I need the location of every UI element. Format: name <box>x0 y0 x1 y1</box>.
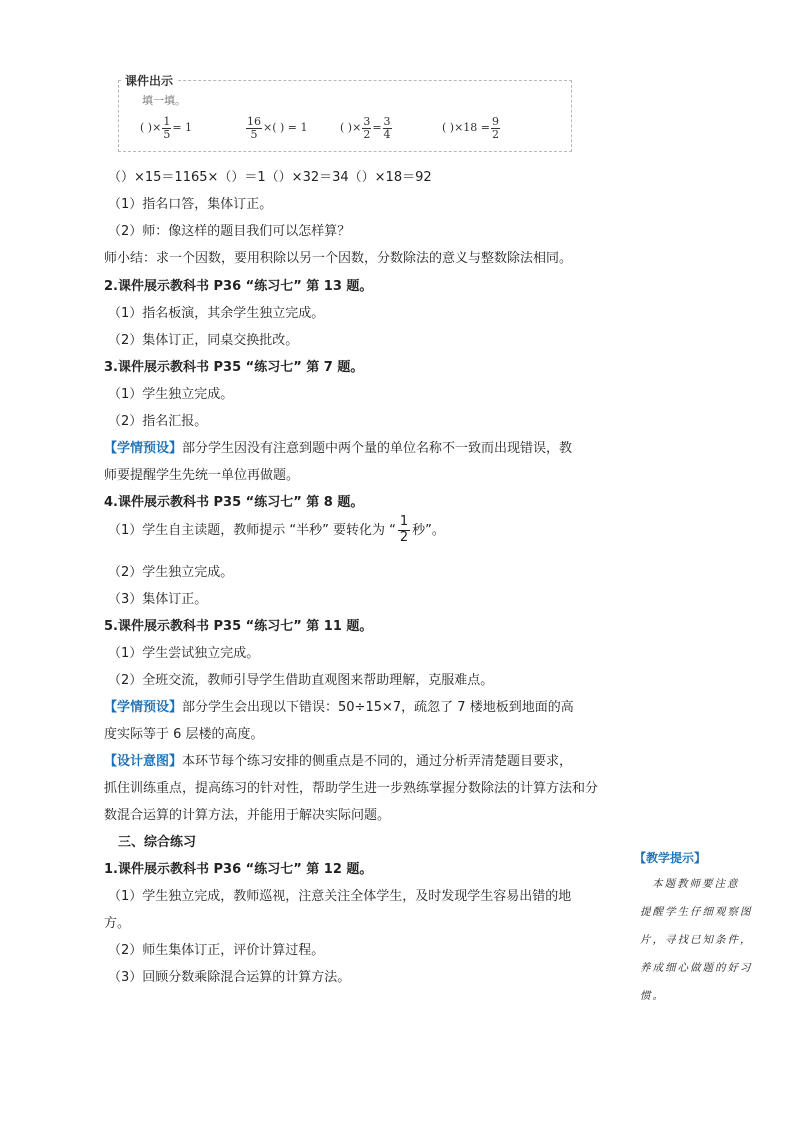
learning-preset-tag: 【学情预设】 <box>104 441 183 456</box>
step-line: （2）师生集体订正，评价计算过程。 <box>108 943 325 958</box>
step-line: （1）指名板演，其余学生独立完成。 <box>108 306 325 321</box>
fraction: $\frac{16}{5}$ <box>247 115 261 141</box>
teaching-tip-line: 片，寻找已知条件， <box>640 934 753 946</box>
teaching-tip-line: 养成细心做题的好习 <box>640 962 753 974</box>
equation-1: ( )× $\frac{1}{5}$ = 1 <box>140 115 193 141</box>
equation-4: ( )×18 = $\frac{9}{2}$ <box>442 115 500 141</box>
courseware-box-tag: 课件出示 <box>122 72 176 89</box>
section-heading: 2.课件展示教科书 P36 “练习七” 第 13 题。 <box>104 279 373 294</box>
step-line: （1）学生独立完成，教师巡视，注意关注全体学生，及时发现学生容易出错的地 <box>108 889 572 904</box>
step-line: （3）回顾分数乘除混合运算的计算方法。 <box>108 970 351 985</box>
paragraph-line: 师要提醒学生先统一单位再做题。 <box>104 468 300 483</box>
chapter-heading: 三、综合练习 <box>118 835 197 850</box>
step-line: （1）指名口答，集体订正。 <box>108 197 273 212</box>
learning-preset-paragraph: 【学情预设】部分学生因没有注意到题中两个量的单位名称不一致而出现错误，教 <box>104 441 573 456</box>
step-line: （2）师：像这样的题目我们可以怎样算？ <box>108 224 351 239</box>
equation-2: $\frac{16}{5}$ ×( ) = 1 <box>247 115 308 141</box>
paragraph-line: 度实际等于 6 层楼的高度。 <box>104 727 264 742</box>
step-line: （2）全班交流，教师引导学生借助直观图来帮助理解，克服难点。 <box>108 673 494 688</box>
teaching-tip-line: 本题教师要注意 <box>652 878 740 890</box>
fraction: $\frac{3}{4}$ <box>383 115 391 141</box>
section-heading: 1.课件展示教科书 P36 “练习七” 第 12 题。 <box>104 862 373 877</box>
design-intent-tag: 【设计意图】 <box>104 754 183 769</box>
fraction: $\frac{9}{2}$ <box>492 115 500 141</box>
summary-line: 师小结：求一个因数，要用积除以另一个因数，分数除法的意义与整数除法相同。 <box>104 251 573 266</box>
equation-text-line: （）×15＝1165×（）＝1（）×32＝34（）×18＝92 <box>108 170 432 185</box>
fraction-half: $\frac{1}{2}$ <box>399 514 409 545</box>
step-line: （2）集体订正，同桌交换批改。 <box>108 333 299 348</box>
teaching-tip-line: 提醒学生仔细观察图 <box>640 906 753 918</box>
teaching-tip-line: 惯。 <box>640 990 665 1002</box>
equation-3: ( )× $\frac{3}{2}$ = $\frac{3}{4}$ <box>340 115 391 141</box>
learning-preset-tag: 【学情预设】 <box>104 700 183 715</box>
fill-instruction: 填一填。 <box>142 94 186 107</box>
step-line: （1）学生独立完成。 <box>108 387 234 402</box>
section-heading: 4.课件展示教科书 P35 “练习七” 第 8 题。 <box>104 495 364 510</box>
step-line-with-fraction: （1）学生自主读题，教师提示 “半秒” 要转化为 “ $\frac{1}{2}$ 秒”。 <box>108 514 445 545</box>
design-intent-paragraph: 【设计意图】本环节每个练习安排的侧重点是不同的，通过分析弄清楚题目要求， <box>104 754 573 769</box>
step-line: （2）学生独立完成。 <box>108 565 234 580</box>
step-line: （1）学生尝试独立完成。 <box>108 646 260 661</box>
step-line: （3）集体订正。 <box>108 592 208 607</box>
teaching-tip-title: 【教学提示】 <box>634 851 707 865</box>
fraction: $\frac{1}{5}$ <box>163 115 171 141</box>
fraction: $\frac{3}{2}$ <box>363 115 371 141</box>
section-heading: 3.课件展示教科书 P35 “练习七” 第 7 题。 <box>104 360 364 375</box>
paragraph-line: 数混合运算的计算方法，并能用于解决实际问题。 <box>104 808 391 823</box>
learning-preset-paragraph: 【学情预设】部分学生会出现以下错误：50÷15×7，疏忽了 7 楼地板到地面的高 <box>104 700 574 715</box>
paragraph-line: 方。 <box>104 916 131 931</box>
paragraph-line: 抓住训练重点，提高练习的针对性，帮助学生进一步熟练掌握分数除法的计算方法和分 <box>104 781 599 796</box>
section-heading: 5.课件展示教科书 P35 “练习七” 第 11 题。 <box>104 619 373 634</box>
step-line: （2）指名汇报。 <box>108 414 208 429</box>
